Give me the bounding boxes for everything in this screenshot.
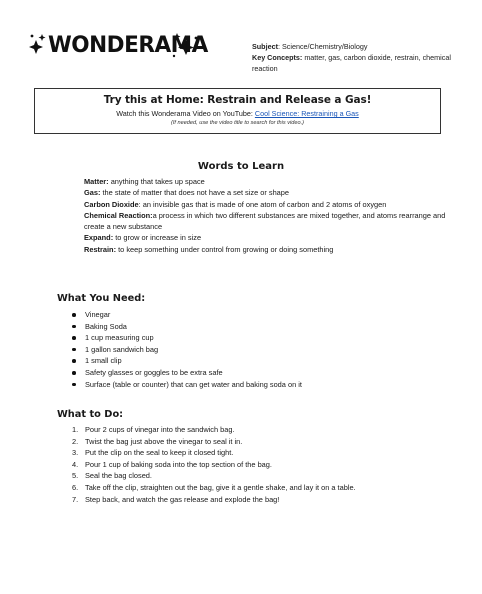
term: Carbon Dioxide [84, 199, 139, 209]
step-text: Step back, and watch the gas release and explode the bag! [85, 494, 280, 504]
step-number: 2. [72, 436, 79, 446]
what-to-do-heading: What to Do: [57, 409, 124, 420]
step-text: Twist the bag just above the vinegar to seal it in. [85, 436, 243, 446]
term: Matter: [84, 177, 109, 186]
subject-label: Subject [252, 42, 278, 51]
term: Restrain: [84, 244, 117, 254]
material-text: Surface (table or counter) that can get water and baking soda on it [85, 379, 302, 389]
term-definition: anything that takes up space [108, 177, 205, 186]
activity-title: Try this at Home: Restrain and Release a Gas! [103, 94, 372, 106]
definitions-list [84, 176, 456, 255]
step-number: 4. [72, 459, 79, 469]
definition-item [84, 199, 456, 210]
term-definition: the state of matter that does not have a set size or shape [100, 188, 290, 198]
bullet-icon [72, 325, 76, 329]
term-definition: to keep something under control from growing or doing something [116, 244, 334, 254]
list-item [72, 482, 356, 494]
video-line-prefix: Watch this Wonderama Video on YouTube: [116, 109, 255, 118]
term: Gas: [84, 188, 101, 198]
definition-item [84, 244, 456, 255]
list-item [72, 344, 302, 356]
list-item [72, 321, 302, 333]
step-text: Pour 2 cups of vinegar into the sandwich bag. [85, 425, 235, 434]
definition-item [84, 232, 456, 243]
material-text: Baking Soda [85, 321, 127, 331]
term: Expand: [84, 233, 114, 243]
what-you-need-heading: What You Need: [57, 293, 146, 304]
material-text: 1 gallon sandwich bag [85, 344, 159, 354]
video-link[interactable]: Cool Science: Restraining a Gas [254, 109, 359, 118]
key-concepts-value: matter, gas, carbon dioxide, restrain, chemical reaction [252, 53, 451, 73]
step-number: 7. [72, 494, 79, 504]
list-item [72, 309, 302, 321]
material-text: Vinegar [85, 310, 111, 319]
term-definition: : an invisible gas that is made of one atom of carbon and 2 atoms of oxygen [138, 199, 387, 209]
bullet-icon [72, 383, 76, 387]
material-text: 1 cup measuring cup [85, 333, 154, 343]
bullet-icon [72, 348, 76, 352]
definition-item [84, 210, 456, 233]
material-text: 1 small clip [85, 356, 122, 366]
bullet-icon [72, 359, 76, 363]
bullet-icon [72, 371, 76, 375]
materials-list [72, 309, 302, 390]
step-number: 5. [72, 471, 79, 481]
list-item [72, 367, 302, 379]
key-concepts-label: Key Concepts: [252, 53, 303, 62]
activity-banner [34, 88, 441, 134]
list-item [72, 332, 302, 344]
bullet-icon [72, 336, 76, 340]
term: Chemical Reaction: [84, 210, 153, 220]
list-item [72, 436, 356, 448]
definition-item [84, 176, 456, 187]
step-number: 1. [72, 425, 79, 434]
subject-value: : Science/Chemistry/Biology [277, 42, 368, 51]
bullet-icon [72, 313, 76, 317]
step-text: Put the clip on the seal to keep it closed tight. [85, 448, 234, 458]
step-text: Seal the bag closed. [85, 471, 152, 481]
steps-list [72, 424, 356, 505]
words-to-learn-heading: Words to Learn [197, 161, 285, 172]
step-text: Take off the clip, straighten out the bag, give it a gentle shake, and lay it on a table. [85, 482, 356, 492]
list-item [72, 379, 302, 391]
step-number: 3. [72, 448, 79, 458]
list-item [72, 424, 356, 436]
list-item [72, 470, 356, 482]
search-note: (If needed, use the video title to search for this video.) [170, 120, 305, 126]
logo-wordmark: WONDERAMA [48, 33, 208, 58]
subject-info [252, 41, 462, 74]
list-item [72, 447, 356, 459]
material-text: Safety glasses or goggles to be extra safe [85, 367, 223, 377]
term-definition: a process in which two different substances are mixed together, and atoms rearrange and create a new substance [84, 210, 446, 232]
step-text: Pour 1 cup of baking soda into the top section of the bag. [85, 459, 272, 469]
definition-item [84, 187, 456, 198]
list-item [72, 494, 356, 506]
wonderama-logo [28, 30, 208, 62]
step-number: 6. [72, 482, 79, 492]
list-item [72, 459, 356, 471]
list-item [72, 355, 302, 367]
video-line [35, 109, 440, 118]
term-definition: to grow or increase in size [113, 233, 202, 243]
